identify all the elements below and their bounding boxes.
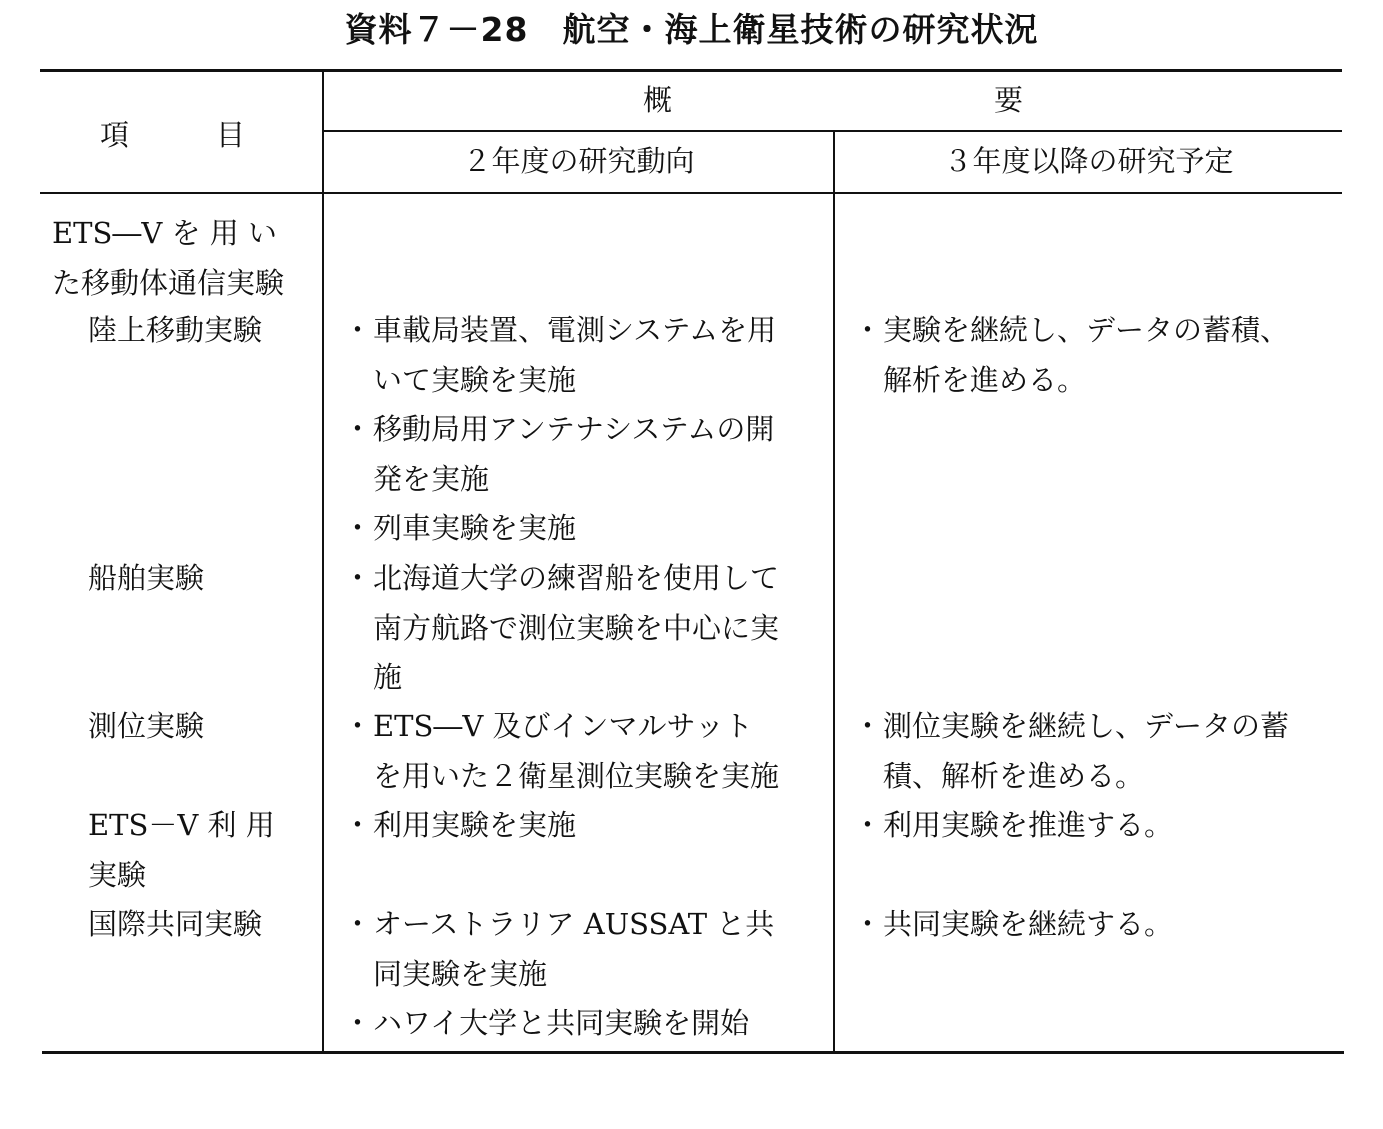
fy3-bullet (853, 801, 1341, 851)
fy2-bullet (343, 999, 831, 1049)
fy2-bullet (343, 306, 831, 405)
bullet-mark: ・ (343, 313, 373, 347)
fy2-bullet (343, 405, 831, 504)
item-ets-v-mobile: ETS―V を 用 い た移動体通信実験 (52, 216, 285, 300)
fy2-bullet-text: ハワイ大学と共同実験を開始 (373, 1006, 750, 1040)
fy3-bullet (853, 900, 1341, 950)
column-divider-1 (322, 70, 324, 1053)
fy2-bullet-text: 移動局用アンテナシステムの開 発を実施 (373, 412, 775, 496)
fy3-bullet-text: 利用実験を推進する。 (883, 808, 1174, 842)
item-land-mobile: 陸上移動実験 (88, 313, 263, 347)
fy2-bullet-text: 北海道大学の練習船を使用して 南方航路で測位実験を中心に実 施 (373, 561, 780, 695)
page-title: 資料７－28 航空・海上衛星技術の研究状況 (344, 10, 1039, 49)
column-divider-2 (833, 131, 835, 1053)
header-item: 項 目 (100, 118, 246, 152)
bullet-mark: ・ (853, 907, 883, 941)
bullet-mark: ・ (853, 313, 883, 347)
fy3-bullet-text: 実験を継続し、データの蓄積、 解析を進める。 (883, 313, 1290, 397)
bullet-mark: ・ (343, 511, 373, 545)
bullet-mark: ・ (343, 1006, 373, 1040)
item-ets-v-use: ETS－V 利 用 実験 (88, 808, 275, 892)
bullet-mark: ・ (343, 561, 373, 595)
fy2-bullet-text: ETS―V 及びインマルサット を用いた２衛星測位実験を実施 (373, 709, 780, 793)
fy3-bullet (853, 702, 1341, 801)
bullet-mark: ・ (343, 907, 373, 941)
bullet-mark: ・ (343, 808, 373, 842)
fy2-bullet (343, 801, 831, 851)
header-overview-left: 概 (643, 83, 673, 117)
fy2-bullet (343, 702, 831, 801)
item-positioning: 測位実験 (88, 709, 205, 743)
fy3-bullet-text: 共同実験を継続する。 (883, 907, 1174, 941)
fy3-bullet (853, 306, 1341, 405)
table-bottom-rule (42, 1051, 1344, 1054)
header-bottom-rule (40, 192, 1342, 194)
fy2-bullet-text: オーストラリア AUSSAT と共 同実験を実施 (373, 907, 775, 991)
header-fy2-trend: ２年度の研究動向 (462, 144, 695, 178)
table-top-rule (40, 69, 1342, 72)
bullet-mark: ・ (343, 709, 373, 743)
bullet-mark: ・ (853, 808, 883, 842)
item-international: 国際共同実験 (88, 907, 263, 941)
fy2-bullet-text: 利用実験を実施 (373, 808, 577, 842)
header-fy3-plan: ３年度以降の研究予定 (943, 144, 1234, 178)
fy2-bullet (343, 554, 831, 703)
fy3-bullet-text: 測位実験を継続し、データの蓄 積、解析を進める。 (883, 709, 1290, 793)
item-ship: 船舶実験 (88, 561, 205, 595)
fy2-bullet (343, 900, 831, 999)
header-overview-right: 要 (994, 83, 1024, 117)
fy2-bullet-text: 列車実験を実施 (373, 511, 577, 545)
bullet-mark: ・ (853, 709, 883, 743)
fy2-bullet (343, 504, 831, 554)
fy2-bullet-text: 車載局装置、電測システムを用 いて実験を実施 (373, 313, 777, 397)
bullet-mark: ・ (343, 412, 373, 446)
